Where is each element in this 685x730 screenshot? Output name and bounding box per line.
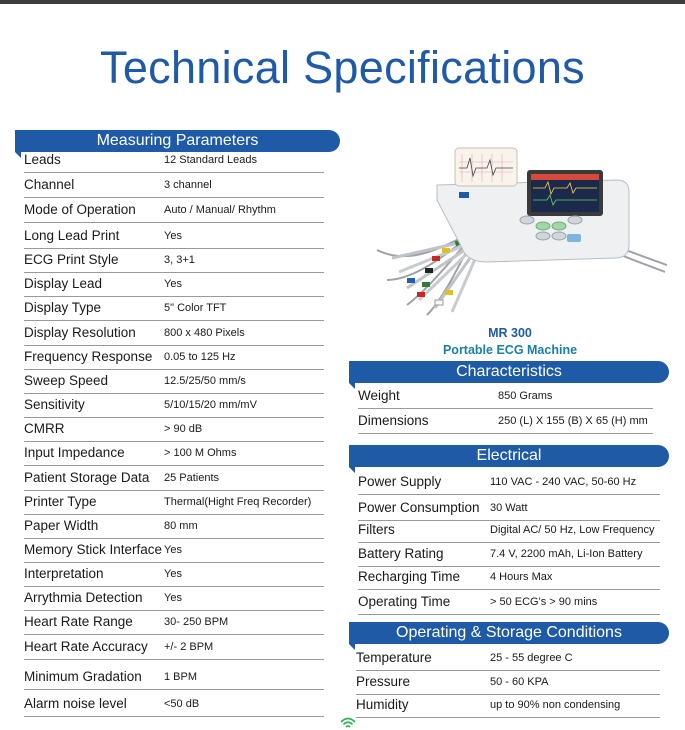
spec-value: 80 mm (164, 520, 198, 532)
spec-label: Heart Rate Range (24, 614, 133, 629)
spec-label: Display Lead (24, 276, 103, 291)
spec-value: 850 Grams (498, 390, 553, 402)
spec-row (24, 611, 324, 635)
spec-label: ECG Print Style (24, 252, 119, 267)
spec-label: Battery Rating (358, 546, 444, 561)
spec-value: up to 90% non condensing (490, 699, 621, 711)
product-model: MR 300 (488, 326, 532, 340)
spec-value: 50 - 60 KPA (490, 676, 549, 688)
spec-row (24, 394, 324, 418)
spec-label: Paper Width (24, 518, 99, 533)
spec-label: Printer Type (24, 494, 97, 509)
operating-storage-header: Operating & Storage Conditions (349, 622, 669, 644)
spec-label: Input Impedance (24, 445, 125, 460)
spec-label: Pressure (356, 674, 411, 689)
spec-row (24, 249, 324, 273)
spec-label: Memory Stick Interface (24, 542, 163, 557)
spec-row (24, 346, 324, 370)
spec-label: Mode of Operation (24, 202, 136, 217)
spec-row (358, 566, 660, 590)
spec-label: Temperature (356, 650, 432, 665)
spec-value: 30 Watt (490, 502, 528, 514)
spec-value: 12.5/25/50 mm/s (164, 375, 246, 387)
spec-row (24, 322, 324, 346)
header-tab (349, 467, 355, 473)
spec-label: Operating Time (358, 594, 451, 609)
spec-label: Recharging Time (358, 569, 461, 584)
spec-row (356, 694, 660, 718)
spec-value: Yes (164, 230, 182, 242)
spec-label: Sensitivity (24, 397, 85, 412)
spec-label: Sweep Speed (24, 373, 109, 388)
spec-label: Interpretation (24, 566, 104, 581)
spec-label: Display Type (24, 300, 102, 315)
spec-label: Humidity (356, 697, 409, 712)
spec-row (358, 410, 653, 434)
spec-value: 3, 3+1 (164, 254, 195, 266)
electrical-header: Electrical (349, 445, 669, 467)
spec-value: Digital AC/ 50 Hz, Low Frequency (490, 524, 655, 536)
spec-row (24, 297, 324, 321)
spec-row (356, 647, 660, 671)
spec-value: > 50 ECG's > 90 mins (490, 596, 598, 608)
spec-label: Channel (24, 177, 75, 192)
spec-row (358, 385, 653, 409)
spec-row (24, 587, 324, 611)
spec-value: > 100 M Ohms (164, 447, 237, 459)
spec-row (24, 539, 324, 563)
spec-label: CMRR (24, 421, 65, 436)
spec-row (24, 515, 324, 539)
spec-value: 4 Hours Max (490, 571, 553, 583)
spec-row (356, 671, 660, 695)
spec-value: +/- 2 BPM (164, 641, 214, 653)
spec-row (24, 273, 324, 297)
spec-value: Yes (164, 278, 182, 290)
spec-value: > 90 dB (164, 423, 203, 435)
page-title: Technical Specifications (100, 42, 585, 93)
spec-row (24, 491, 324, 515)
spec-row (24, 636, 324, 660)
wifi-icon (340, 716, 356, 730)
spec-label: Filters (358, 522, 395, 537)
spec-value: <50 dB (164, 698, 200, 710)
header-tab (349, 383, 355, 389)
spec-value: Yes (164, 544, 182, 556)
spec-label: Heart Rate Accuracy (24, 639, 148, 654)
header-tab (349, 644, 355, 650)
spec-row (358, 497, 660, 521)
spec-label: Long Lead Print (24, 228, 120, 243)
spec-row (24, 442, 324, 466)
spec-row (24, 693, 324, 717)
spec-value: 250 (L) X 155 (B) X 65 (H) mm (498, 415, 648, 427)
spec-row (24, 174, 324, 198)
spec-label: Minimum Gradation (24, 669, 142, 684)
spec-label: Leads (24, 152, 61, 167)
spec-value: 25 - 55 degree C (490, 652, 573, 664)
spec-row (24, 225, 324, 249)
spec-label: Weight (358, 388, 400, 403)
spec-value: Thermal(Hight Freq Recorder) (164, 496, 312, 508)
spec-label: Dimensions (358, 413, 429, 428)
spec-value: 5" Color TFT (164, 302, 227, 314)
product-name: Portable ECG Machine (442, 343, 578, 357)
spec-value: 0.05 to 125 Hz (164, 351, 236, 363)
spec-value: 800 x 480 Pixels (164, 327, 245, 339)
spec-label: Alarm noise level (24, 696, 127, 711)
spec-row (24, 666, 324, 690)
spec-row (358, 519, 660, 543)
spec-label: Display Resolution (24, 325, 136, 340)
top-border (0, 0, 685, 4)
spec-value: 7.4 V, 2200 mAh, Li-Ion Battery (490, 548, 643, 560)
spec-value: 3 channel (164, 179, 212, 191)
spec-value: 30- 250 BPM (164, 616, 229, 628)
ecg-machine-image (367, 140, 672, 325)
spec-value: 110 VAC - 240 VAC, 50-60 Hz (490, 476, 637, 488)
measuring-parameters-header: Measuring Parameters (15, 130, 340, 152)
spec-value: Yes (164, 592, 182, 604)
characteristics-header: Characteristics (349, 361, 669, 383)
spec-label: Power Supply (358, 474, 442, 489)
spec-value: 25 Patients (164, 472, 220, 484)
header-tab (15, 152, 21, 158)
spec-row (358, 543, 660, 567)
spec-value: 5/10/15/20 mm/mV (164, 399, 257, 411)
spec-label: Frequency Response (24, 349, 153, 364)
spec-row (358, 471, 660, 495)
spec-value: 1 BPM (164, 671, 198, 683)
spec-row (24, 418, 324, 442)
spec-row (24, 149, 324, 173)
spec-row (24, 563, 324, 587)
spec-row (24, 467, 324, 491)
spec-value: Auto / Manual/ Rhythm (164, 204, 276, 216)
spec-row (24, 199, 324, 223)
spec-value: 12 Standard Leads (164, 154, 257, 166)
spec-row (24, 370, 324, 394)
spec-value: Yes (164, 568, 182, 580)
spec-label: Arrythmia Detection (24, 590, 143, 605)
spec-label: Power Consumption (358, 500, 480, 515)
spec-label: Patient Storage Data (24, 470, 150, 485)
spec-row (358, 591, 660, 615)
